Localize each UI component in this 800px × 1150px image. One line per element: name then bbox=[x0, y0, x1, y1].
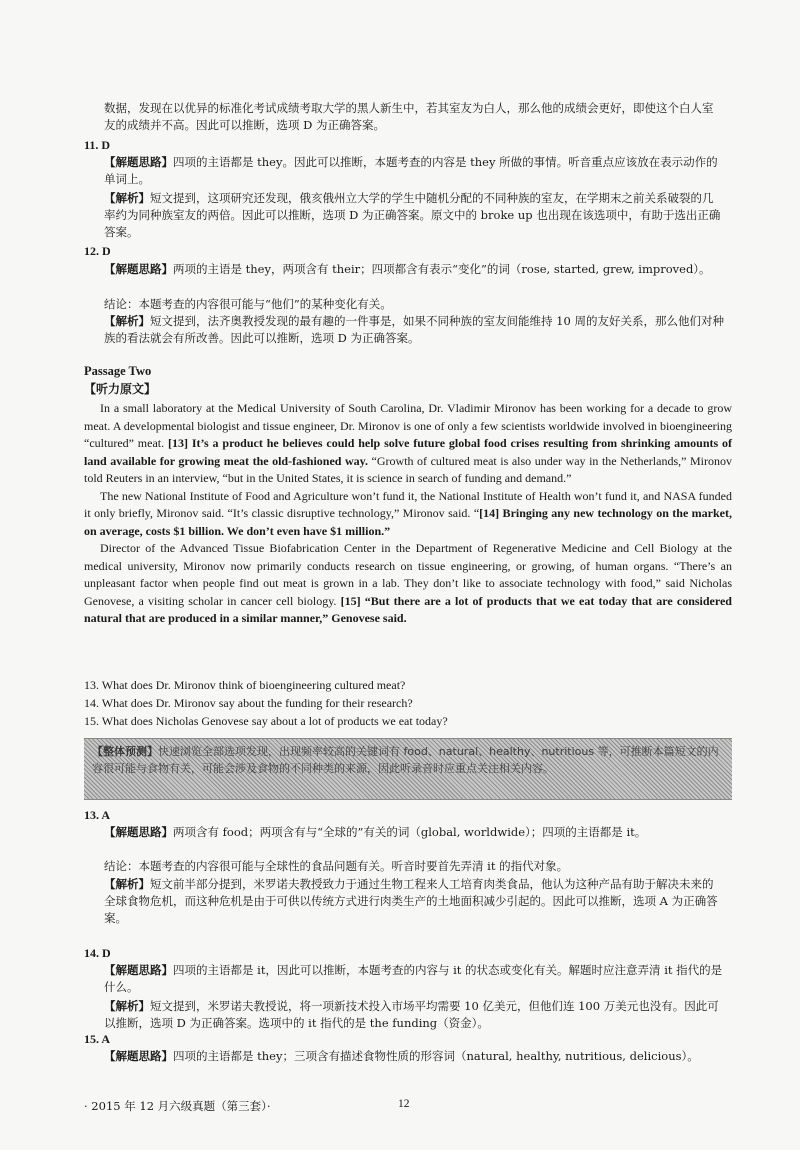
overview-tag: 【整体预测】 bbox=[92, 745, 158, 758]
analysis-tag: 【解析】 bbox=[104, 999, 150, 1013]
passage-title: Passage Two bbox=[84, 364, 152, 378]
idea-tag: 【解题思路】 bbox=[104, 262, 173, 276]
answer-11: 11. D bbox=[84, 138, 111, 152]
question-15: 15. What does Nicholas Genovese say about a lot of products we eat today? bbox=[84, 714, 448, 728]
script-tag: 【听力原文】 bbox=[84, 382, 157, 396]
analysis-tag: 【解析】 bbox=[104, 314, 150, 328]
q12-conclusion: 结论：本题考查的内容很可能与“他们”的某种变化有关。 bbox=[104, 297, 392, 311]
idea-tag: 【解题思路】 bbox=[104, 155, 173, 169]
analysis-tag: 【解析】 bbox=[104, 877, 150, 891]
page-number: 12 bbox=[398, 1098, 410, 1110]
analysis-tag: 【解析】 bbox=[104, 191, 150, 205]
answer-12: 12. D bbox=[84, 244, 111, 258]
q11-idea: 【解题思路】四项的主语都是 they。因此可以推断，本题考查的内容是 they 所做的事情。听音重点应该放在表示动作的单词上。 bbox=[104, 155, 718, 186]
answer-13: 13. A bbox=[84, 808, 111, 822]
answer-14: 14. D bbox=[84, 946, 111, 960]
question-14: 14. What does Dr. Mironov say about the funding for their research? bbox=[84, 696, 413, 710]
idea-tag: 【解题思路】 bbox=[104, 825, 173, 839]
passage-paragraph-3: Director of the Advanced Tissue Biofabrication Center in the Department of Regenerative Medicine and Cell Biology at the medical university, Mironov now primarily conducts research on tissue engineering, or growing, of human organs. “There’s an unpleasant factor when people find out meat is grown in a lab. They don’t like to associate technology with food,” said Nicholas Genovese, a visiting scholar in cancer cell biology. [15] “But there are a lot of products that we eat today that are considered natural that are produced in a similar manner,” Genovese said. bbox=[84, 541, 732, 625]
answer-15: 15. A bbox=[84, 1032, 111, 1046]
footer-source: · 2015 年 12 月六级真题（第三套）· bbox=[84, 1099, 271, 1113]
q14-idea: 【解题思路】四项的主语都是 it，因此可以推断，本题考查的内容与 it 的状态或变化有关。解题时应注意弄清 it 指代的是什么。 bbox=[104, 963, 723, 994]
q13-idea: 【解题思路】两项含有 food；两项含有与“全球的”有关的词（global, worldwide）；四项的主语都是 it。 bbox=[104, 825, 647, 839]
q12-analysis: 【解析】短文提到，法齐奥教授发现的最有趣的一件事是，如果不同种族的室友间能维持 10 周的友好关系，那么他们对种族的看法就会有所改善。因此可以推断，选项 D 为正确答案。 bbox=[104, 314, 724, 345]
q13-conclusion: 结论：本题考查的内容很可能与全球性的食品问题有关。听音时要首先弄清 it 的指代对象。 bbox=[104, 859, 569, 873]
intro-paragraph: 数据，发现在以优异的标准化考试成绩考取大学的黑人新生中，若其室友为白人，那么他的成绩会更好，即使这个白人室友的成绩并不高。因此可以推断，选项 D 为正确答案。 bbox=[104, 101, 714, 132]
q13-analysis: 【解析】短文前半部分提到，米罗诺夫教授致力于通过生物工程来人工培育肉类食品，他认为这种产品有助于解决未来的全球食物危机，而这种危机是由于可供以传统方式进行肉类生产的土地面积减少引起的。因此可以推断，选项 A 为正确答案。 bbox=[104, 877, 718, 925]
q14-analysis: 【解析】短文提到，米罗诺夫教授说，将一项新技术投入市场平均需要 10 亿美元，但他们连 100 万美元也没有。因此可以推断，选项 D 为正确答案。选项中的 it 指代的是 the funding（资金）。 bbox=[104, 999, 719, 1030]
marker-14: [14] bbox=[479, 506, 500, 520]
passage-paragraph-1: In a small laboratory at the Medical University of South Carolina, Dr. Vladimir Mironov has been working for a decade to grow meat. A developmental biologist and tissue engineer, Dr. Mironov is one of only a few scientists worldwide involved in bioengineering “cultured” meat. [13] It’s a product he believes could help solve future global food crises resulting from shrinking amounts of land available for growing meat the old-fashioned way. “Growth of cultured meat is also under way in the Netherlands,” Mironov told Reuters in an interview, “but in the United States, it is science in search of funding and demand.” bbox=[84, 401, 732, 485]
overview-text: 快速浏览全部选项发现，出现频率较高的关键词有 food、natural、healthy、nutritious 等，可推断本篇短文的内容很可能与食物有关，可能会涉及食物的不同种类的来源，因此听录音时应重点关注相关内容。 bbox=[92, 745, 719, 775]
marker-15: [15] bbox=[340, 593, 361, 608]
overview-box bbox=[84, 738, 732, 800]
idea-tag: 【解题思路】 bbox=[104, 1049, 173, 1063]
q15-idea: 【解题思路】四项的主语都是 they；三项含有描述食物性质的形容词（natural, healthy, nutritious, delicious）。 bbox=[104, 1049, 699, 1063]
question-13: 13. What does Dr. Mironov think of bioengineering cultured meat? bbox=[84, 678, 406, 692]
q11-analysis: 【解析】短文提到，这项研究还发现，俄亥俄州立大学的学生中随机分配的不同种族的室友，在学期末之前关系破裂的几率约为同种族室友的两倍。因此可以推断，选项 D 为正确答案。原文中的 broke up 也出现在该选项中，有助于选出正确答案。 bbox=[104, 191, 721, 239]
passage-paragraph-2: The new National Institute of Food and Agriculture won’t fund it, the National Institute of Health won’t fund it, and NASA funded it only briefly, Mironov said. “It’s classic disruptive technology,” Mironov said. “[14] Bringing any new technology on the market, on average, costs $1 billion. We don’t even have $1 million.” bbox=[84, 488, 732, 538]
passage-text bbox=[84, 400, 732, 628]
marker-13: [13] bbox=[167, 436, 188, 450]
idea-tag: 【解题思路】 bbox=[104, 963, 173, 977]
q12-idea: 【解题思路】两项的主语是 they，两项含有 their；四项都含有表示“变化”的词（rose, started, grew, improved）。 bbox=[104, 262, 711, 276]
